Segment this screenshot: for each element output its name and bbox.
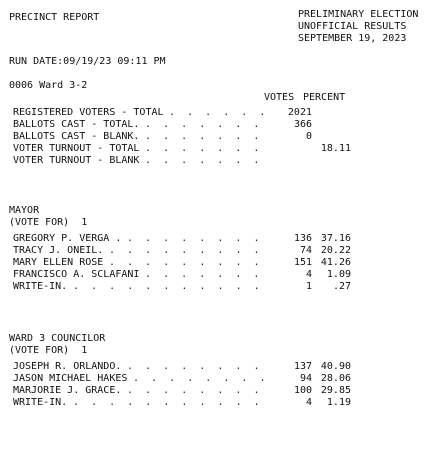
dot-leader: . . . . . . . (139, 269, 260, 280)
candidate-name: GREGORY P. VERGA . (13, 233, 122, 244)
candidate-percent: 1.09 (326, 269, 351, 280)
stat-label: BALLOTS CAST - BLANK. (13, 131, 140, 142)
stat-percent: 18.11 (320, 143, 351, 154)
stat-label: VOTER TURNOUT - BLANK (13, 155, 140, 166)
dot-leader: . . . . . . . (139, 119, 260, 130)
candidate-votes: 1 (305, 281, 312, 292)
results-status: UNOFFICIAL RESULTS (298, 21, 407, 32)
candidate-percent: 41.26 (320, 257, 351, 268)
stat-votes: 2021 (287, 107, 312, 118)
candidate-percent: 28.06 (320, 373, 351, 384)
candidate-votes: 4 (305, 397, 312, 408)
dot-leader: . . . . . . . . . . . (67, 397, 260, 408)
stat-row (13, 119, 413, 131)
candidate-name: MARY ELLEN ROSE (13, 257, 104, 268)
candidate-votes: 137 (293, 361, 312, 372)
stat-label: REGISTERED VOTERS - TOTAL (13, 107, 164, 118)
election-name: PRELIMINARY ELECTION (298, 9, 419, 20)
stat-votes: 0 (305, 131, 312, 142)
candidate-percent: 20.22 (320, 245, 351, 256)
candidate-percent: 40.90 (320, 361, 351, 372)
candidate-votes: 151 (293, 257, 312, 268)
dot-leader: . . . . . . (163, 107, 266, 118)
race-vote-for: (VOTE FOR) 1 (9, 217, 88, 228)
stat-row (13, 143, 413, 155)
candidate-votes: 94 (299, 373, 312, 384)
candidate-name: TRACY J. ONEIL. (13, 245, 104, 256)
candidate-name: JOSEPH R. ORLANDO. (13, 361, 122, 372)
dot-leader: . . . . . . . . (127, 373, 266, 384)
candidate-votes: 136 (293, 233, 312, 244)
dot-leader: . . . . . . . . (121, 385, 260, 396)
stat-votes: 366 (293, 119, 312, 130)
dot-leader: . . . . . . . (139, 143, 260, 154)
candidate-row (13, 257, 413, 269)
stat-row (13, 155, 413, 167)
column-header-percent: PERCENT (303, 92, 346, 103)
candidate-percent: 29.85 (320, 385, 351, 396)
race-vote-for: (VOTE FOR) 1 (9, 345, 88, 356)
candidate-row (13, 233, 413, 245)
dot-leader: . . . . . . . (139, 155, 260, 166)
candidate-percent: .27 (332, 281, 351, 292)
race-title: WARD 3 COUNCILOR (9, 333, 106, 344)
candidate-votes: 4 (305, 269, 312, 280)
dot-leader: . . . . . . . . (121, 233, 260, 244)
candidate-row (13, 373, 413, 385)
dot-leader: . . . . . . . . . (103, 257, 260, 268)
candidate-row (13, 245, 413, 257)
candidate-name: FRANCISCO A. SCLAFANI (13, 269, 140, 280)
column-header-votes: VOTES (264, 92, 295, 103)
report-title: PRECINCT REPORT (9, 12, 100, 23)
candidate-row (13, 361, 413, 373)
dot-leader: . . . . . . . . . (103, 245, 260, 256)
candidate-row (13, 385, 413, 397)
candidate-name: WRITE-IN. (13, 397, 68, 408)
stat-label: VOTER TURNOUT - TOTAL (13, 143, 140, 154)
candidate-row (13, 281, 413, 293)
candidate-name: WRITE-IN. (13, 281, 68, 292)
dot-leader: . . . . . . . (139, 131, 260, 142)
race-title: MAYOR (9, 205, 40, 216)
dot-leader: . . . . . . . . . . . (67, 281, 260, 292)
candidate-name: JASON MICHAEL HAKES (13, 373, 128, 384)
candidate-row (13, 397, 413, 409)
candidate-votes: 100 (293, 385, 312, 396)
stat-row (13, 107, 413, 119)
candidate-name: MARJORIE J. GRACE. (13, 385, 122, 396)
stat-label: BALLOTS CAST - TOTAL. (13, 119, 140, 130)
election-date: SEPTEMBER 19, 2023 (298, 33, 407, 44)
candidate-votes: 74 (299, 245, 312, 256)
stat-row (13, 131, 413, 143)
candidate-row (13, 269, 413, 281)
dot-leader: . . . . . . . . (121, 361, 260, 372)
candidate-percent: 37.16 (320, 233, 351, 244)
candidate-percent: 1.19 (326, 397, 351, 408)
run-date: RUN DATE:09/19/23 09:11 PM (9, 56, 166, 67)
precinct-name: 0006 Ward 3-2 (9, 80, 88, 91)
